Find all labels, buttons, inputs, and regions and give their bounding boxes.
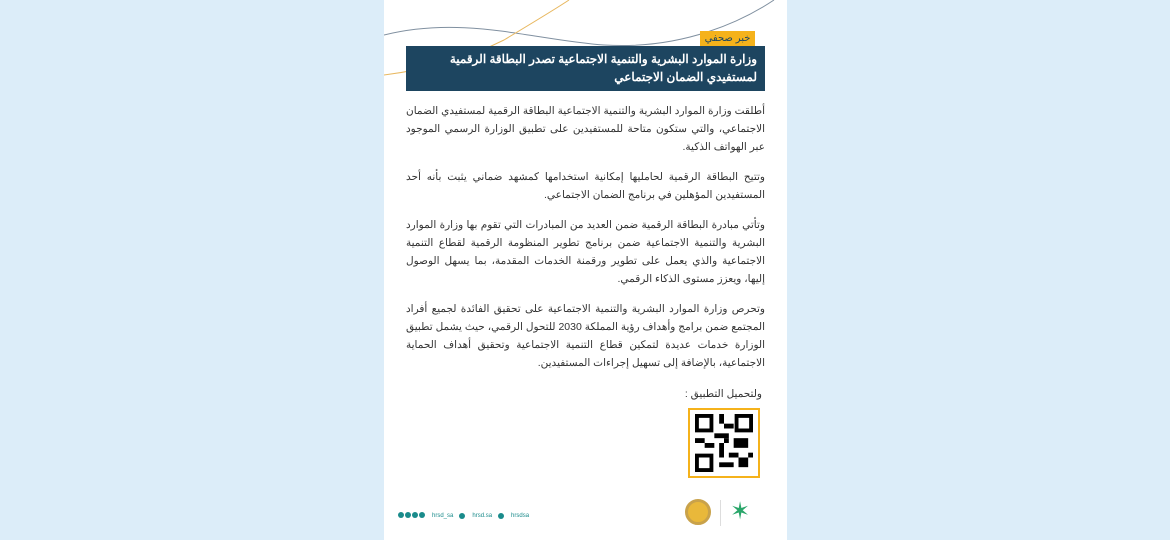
ministry-logo: ✶ xyxy=(730,498,751,525)
headline: وزارة الموارد البشرية والتنمية الاجتماعية تصدر البطاقة الرقمية لمستفيدي الضمان الاجتماعي xyxy=(406,46,765,91)
paragraph: أطلقت وزارة الموارد البشرية والتنمية الاجتماعية البطاقة الرقمية لمستفيدي الضمان الاجتماعي، والتي ستكون متاحة للمستفيدين على تطبيق الوزارة الرسمي الموجود عبر الهواتف الذكية. xyxy=(406,105,765,153)
divider xyxy=(720,500,721,526)
download-label: ولتحميل التطبيق : xyxy=(684,388,762,400)
qr-code[interactable] xyxy=(688,408,760,478)
social-icons[interactable] xyxy=(398,512,426,520)
handle-social[interactable]: hrsd_sa xyxy=(432,513,454,519)
social-footer xyxy=(398,512,529,520)
paragraph: وتتيح البطاقة الرقمية لحامليها إمكانية استخدامها كمشهد ضماني يثبت بأنه أحد المستفيدين المؤهلين في برنامج الضمان الاجتماعي. xyxy=(406,171,765,201)
handle-snap[interactable]: hrsdsa xyxy=(511,513,530,519)
vision-seal-logo xyxy=(685,499,711,525)
paragraph: وتأتي مبادرة البطاقة الرقمية ضمن العديد من المبادرات التي تقوم بها وزارة الموارد البشرية والتنمية الاجتماعية ضمن برنامج تطوير المنظومة الرقمية لقطاع التنمية الاجتماعية والذي يعمل على تطوير ورقمنة الخدمات المقدمة، بما يسهل الوصول إليها، ويعزز مستوى الذكاء الرقمي. xyxy=(406,219,765,285)
qr-code-icon xyxy=(694,414,754,472)
article-body xyxy=(406,102,765,384)
snapchat-icon xyxy=(498,513,504,519)
handle-web[interactable]: hrsd.sa xyxy=(472,513,493,519)
press-badge: خبر صحفي xyxy=(700,31,755,46)
press-release-card xyxy=(384,0,787,540)
paragraph: وتحرص وزارة الموارد البشرية والتنمية الاجتماعية على تحقيق الفائدة لجميع أفراد المجتمع ضمن برامج وأهداف رؤية المملكة 2030 للتحول الرقمي، حيث يشمل تطبيق الوزارة خدمات عديدة لتمكين قطاع التنمية الاجتماعية وتحقيق أهداف الحماية الاجتماعية، بالإضافة إلى تسهيل إجراءات المستفيدين. xyxy=(406,303,765,369)
article-content xyxy=(406,102,765,478)
web-icon xyxy=(459,513,465,519)
